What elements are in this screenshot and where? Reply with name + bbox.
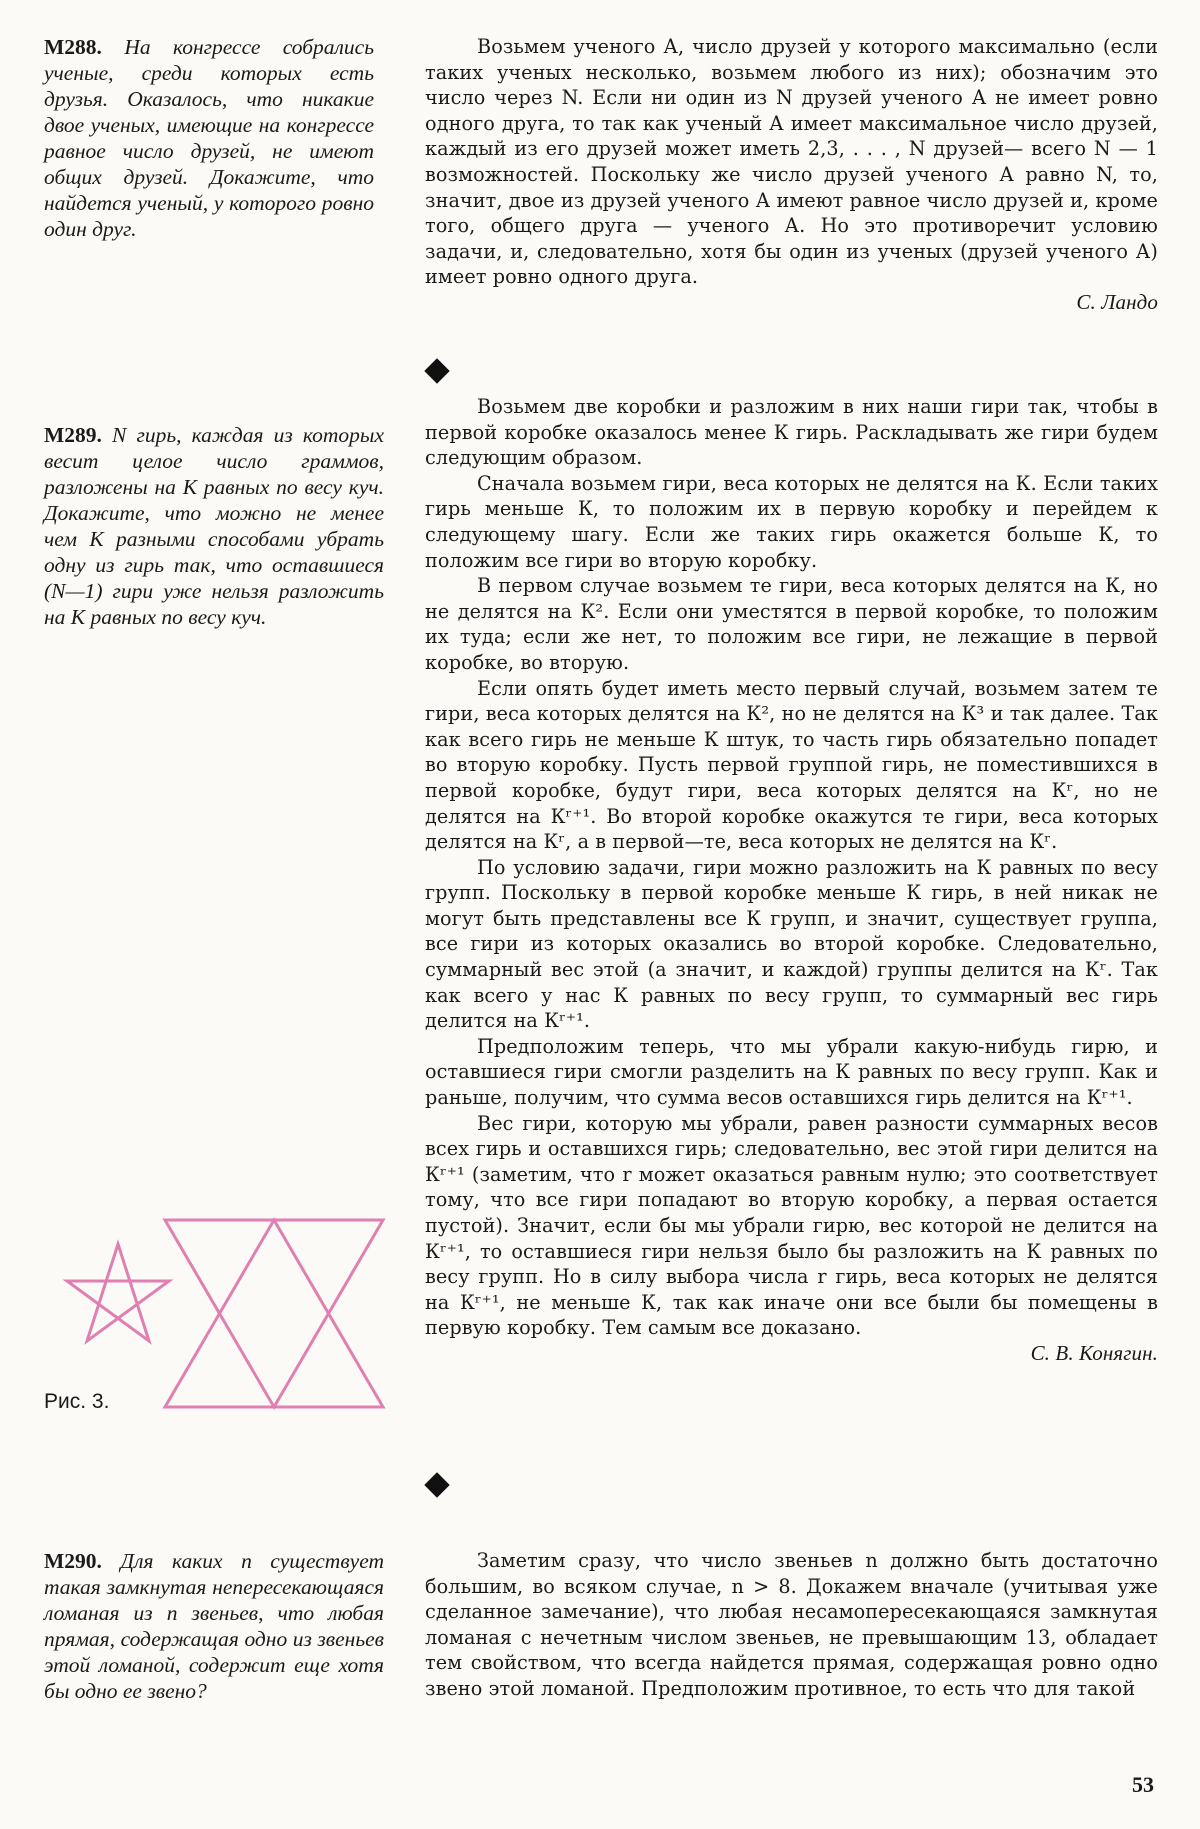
solution-290 (425, 1548, 1158, 1702)
problem-289-statement (44, 422, 384, 630)
solution-paragraph: Возьмем ученого А, число друзей у которого максимально (если таких ученых несколько, возьмем любого из них); обозначим это число через N. Если ни один из N друзей ученого А не имеет ровно одного друга, то так как ученый А имеет максимальное число друзей, каждый из его друзей может иметь 2,3, . . . , N друзей— всего N — 1 возможностей. Поскольку же число друзей ученого А равно N, то, значит, двое из друзей ученого А имеют равное число друзей и, кроме того, общего друга — ученого А. Но это противоречит условию задачи, и, следовательно, хотя бы один из ученых (друзей ученого А) имеет ровно одного друга. (425, 35, 1158, 289)
six-pointed-star-triangle-down (165, 1220, 383, 1407)
five-pointed-star (67, 1244, 169, 1341)
page-number: 53 (1132, 1772, 1154, 1797)
problem-number: М288. (44, 35, 102, 59)
solution-author: С. Ландо (1076, 289, 1158, 314)
solution-289 (425, 394, 1158, 1367)
problem-text: На конгрессе собрались ученые, среди которых есть друзья. Оказалось, что никакие двое ученых, имеющие на конгрессе равное число друзей, не имеют общих друзей. Докажите, что найдется ученый, у которого ровно один друг. (44, 35, 374, 241)
problem-number: М289. (44, 423, 102, 447)
problem-text: Для каких n существует такая замкнутая непересекающаяся ломаная из n звеньев, что любая прямая, содержащая одно из звеньев этой ломаной, содержит еще хотя бы одно ее звено? (44, 1549, 384, 1703)
solution-paragraph: Если опять будет иметь место первый случай, возьмем затем те гири, веса которых делятся на К², но не делятся на К³ и так далее. Так как всего гирь не меньше К штук, то часть гирь обязательно попадет во вторую коробку. Пусть первой группой гирь, не поместившихся в первой коробке, будут гири, веса которых делятся на Кʳ, но не делятся на Кʳ⁺¹. Во второй коробке окажутся те гири, веса которых делятся на Кʳ, а в первой—те, веса которых не делятся на Кʳ. (425, 676, 1158, 854)
solution-paragraph: По условию задачи, гири можно разложить на К равных по весу групп. Поскольку в первой коробке меньше К гирь, в ней никак не могут быть представлены все К групп, и значит, существует группа, все гири из которых оказались во второй коробке. Следовательно, суммарный вес этой (а значит, и каждой) группы делится на Кʳ. Так как всего у нас К равных по весу групп, то суммарный вес гирь делится на Кʳ⁺¹. (425, 855, 1158, 1033)
problem-text: N гирь, каждая из которых весит целое число граммов, разложены на К равных по весу куч. Докажите, что можно не менее чем К разными способами убрать одну из гирь так, что оставшиеся (N—1) гири уже нельзя разложить на К равных по весу куч. (44, 423, 384, 629)
solution-paragraph: Сначала возьмем гири, веса которых не делятся на К. Если таких гирь меньше К, то положим их в первую коробку и перейдем к следующему шагу. Если же таких гирь окажется больше К, то положим все гири во вторую коробку. (425, 471, 1158, 572)
six-pointed-star-triangle-up (165, 1220, 383, 1407)
solution-author: С. В. Конягин. (1030, 1340, 1158, 1365)
solution-paragraph: Заметим сразу, что число звеньев n должно быть достаточно большим, во всяком случае, n > 8. Докажем вначале (учитывая уже сделанное замечание), что любая несамопересекающаяся замкнутая ломаная с нечетным числом звеньев, не превышающим 13, обладает тем свойством, что всегда найдется прямая, содержащая ровно одно звено этой ломаной. Предположим противное, то есть что для такой (425, 1549, 1158, 1700)
solution-paragraph: В первом случае возьмем те гири, веса которых делятся на К, но не делятся на К². Если они уместятся в первой коробке, то положим их туда; если же нет, то положим все гири, не лежащие в первой коробке, во вторую. (425, 574, 1158, 674)
problem-290-statement (44, 1548, 384, 1704)
figure-caption: Рис. 3. (44, 1390, 110, 1413)
section-divider-diamond (424, 358, 449, 383)
section-divider-diamond (424, 1472, 449, 1497)
solution-paragraph: Вес гири, которую мы убрали, равен разности суммарных весов всех гирь и оставшихся гирь; следовательно, вес этой гири делится на Кʳ⁺¹ (заметим, что r может оказаться равным нулю; это соответствует тому, что все гири попадают во вторую коробку, а первая остается пустой). Значит, если бы мы убрали гирю, вес которой не делится на Кʳ⁺¹, то оставшиеся гири нельзя было бы разложить на К равных по весу групп. Но в силу выбора числа r гирь, веса которых не делятся на Кʳ⁺¹, не меньше К, так как иначе они все были бы помещены в первую коробку. Тем самым все доказано. (425, 1111, 1158, 1340)
solution-paragraph: Предположим теперь, что мы убрали какую-нибудь гирю, и оставшиеся гири смогли разделить на К равных по весу групп. Как и раньше, получим, что сумма весов оставшихся гирь делится на Кʳ⁺¹. (425, 1034, 1158, 1110)
solution-288 (425, 34, 1158, 316)
problem-number: М290. (44, 1549, 102, 1573)
solution-paragraph: Возьмем две коробки и разложим в них наши гири так, чтобы в первой коробке оказалось менее К гирь. Раскладывать же гири будем следующим образом. (425, 395, 1158, 470)
problem-288-statement (44, 34, 374, 242)
